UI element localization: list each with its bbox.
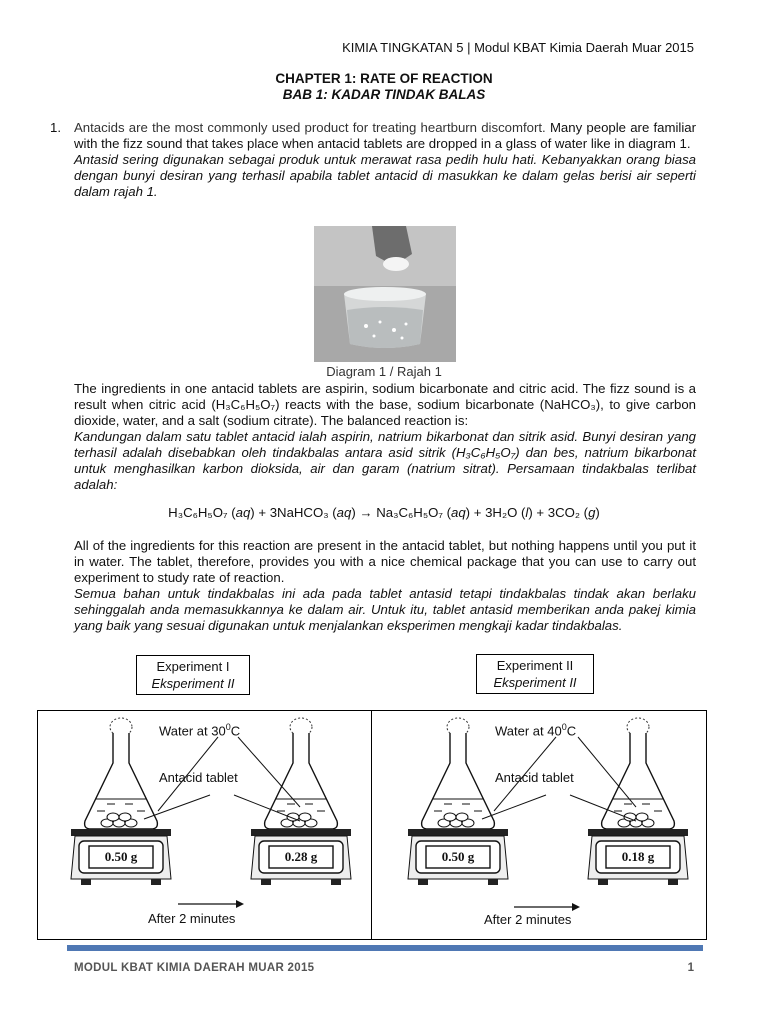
- paragraph-3: [74, 538, 696, 634]
- experiment-2-label: [476, 654, 594, 694]
- experiment-1-label: [136, 655, 250, 695]
- exp1-tablet-label: Antacid tablet: [159, 770, 238, 785]
- formula-citric-acid-ms: H₃C₆H₅O₇: [455, 445, 516, 460]
- eq-state-aq: aq: [451, 505, 466, 520]
- title-en: CHAPTER 1: RATE OF REACTION: [275, 71, 493, 86]
- experiment-frame: [37, 710, 707, 940]
- exp1-scale-before: 0.50 g: [104, 849, 138, 864]
- exp2-water-text: Water at 40: [495, 723, 562, 739]
- q1-en-part1: Antacids are the most commonly used product for treating heartburn discomfort.: [74, 120, 546, 135]
- exp1-water-label: [159, 722, 240, 738]
- balanced-equation: H₃C₆H₅O₇ (aq) + 3NaHCO₃ (aq) → Na₃C₆H₅O₇ (aq) + 3H₂O (l) + 3CO₂ (g): [168, 505, 600, 520]
- exp1-label-en: Experiment I: [156, 659, 230, 674]
- exp2-tablet-label: Antacid tablet: [495, 770, 574, 785]
- exp2-water-label: [495, 722, 576, 738]
- eq-co2: + 3CO₂: [536, 505, 581, 520]
- exp1-degree: 0: [225, 722, 231, 732]
- eq-bicarb: + 3NaHCO₃: [258, 505, 329, 520]
- diagram1-photo: [314, 226, 456, 362]
- exp1-tablet-pointer-a: [144, 795, 210, 819]
- exp1-label-ms: Eksperiment II: [151, 676, 235, 691]
- exp1-celsius: C: [230, 723, 241, 739]
- formula-citric-acid: H₃C₆H₅O₇: [215, 397, 276, 412]
- exp2-degree: 0: [561, 722, 567, 732]
- title-ms: BAB 1: KADAR TINDAK BALAS: [282, 87, 486, 102]
- exp2-label-en: Experiment II: [496, 658, 574, 673]
- page-header: KIMIA TINGKATAN 5 | Modul KBAT Kimia Daerah Muar 2015: [342, 40, 694, 55]
- exp1-water-text: Water at 30: [159, 723, 226, 739]
- q1-en-part2: Many people are familiar with the fizz sound that takes place when antacid tablets are dropped in a glass of water like in diagram 1.: [74, 120, 696, 151]
- question-number: 1.: [50, 120, 61, 135]
- question-1: [50, 120, 696, 200]
- exp2-scale-after: 0.18 g: [621, 849, 655, 864]
- eq-water: + 3H₂O: [473, 505, 518, 520]
- exp1-scale-after: 0.28 g: [284, 849, 318, 864]
- page-number: 1: [687, 962, 694, 974]
- paragraph-2: [74, 381, 696, 493]
- footer-bar: [67, 945, 703, 951]
- diagram1-caption: Diagram 1 / Rajah 1: [326, 364, 442, 379]
- tablet: [383, 257, 409, 271]
- p2-ms-a: Kandungan dalam satu tablet antacid ialah aspirin, natrium bikarbonat dan sitrik asid. Bunyi desiran yang terhasil adalah disebabkan oleh tindakbalas antara asid sitrik (: [74, 429, 696, 460]
- p2-en-b: ) reacts with the base, sodium bicarbonate (: [275, 397, 545, 412]
- eq-sodium-citrate: Na₃C₆H₅O₇: [376, 505, 443, 520]
- eq-state-l: l: [525, 505, 529, 520]
- exp1-after-label: After 2 minutes: [148, 911, 236, 926]
- p2-en-a: The ingredients in one antacid tablets are aspirin, sodium bicarbonate and citric acid. The fizz sound is a result when citric acid (: [74, 381, 696, 412]
- p3-ms: Semua bahan untuk tindakbalas ini ada pada tablet antasid tetapi tindakbalas tindak akan berlaku sehinggalah anda memasukkannya ke dalam air. Untuk itu, tablet antasid memberikan anda pakej kimia yang baik yang sesuai digunakan untuk menjalankan eksperimen mengkaji kadar tindakbalas.: [74, 586, 696, 633]
- eq-state-g: g: [588, 505, 596, 520]
- eq-citric: H₃C₆H₅O₇: [168, 505, 228, 520]
- eq-state-aq: aq: [336, 505, 352, 520]
- p2-ms-b: ) dan bes, natrium bikarbonat untuk menghasilkan karbon dioksida, air dan garam (natrium sitrat). Persamaan tindakbalas terlibat adalah:: [74, 445, 696, 492]
- eq-state-aq: aq: [235, 505, 251, 520]
- chapter-title: [0, 71, 768, 103]
- p2-en-c: ), to give carbon dioxide, water, and a salt (sodium citrate). The balanced reaction is:: [74, 397, 697, 428]
- formula-sodium-bicarbonate: NaHCO₃: [544, 397, 596, 412]
- eq-arrow: →: [359, 505, 373, 520]
- q1-ms: Antasid sering digunakan sebagai produk untuk merawat rasa pedih hulu hati. Kebanyakkan orang biasa dengan bunyi desiran yang terhasil apabila tablet antacid di masukkan ke dalam gelas berisi air seperti dalam rajah 1.: [74, 152, 696, 199]
- exp2-celsius: C: [566, 723, 577, 739]
- p3-en: All of the ingredients for this reaction are present in the antacid tablet, but nothing happens until you put it in water. The tablet, therefore, provides you with a nice chemical package that you can use to carry out experiment to study rate of reaction.: [74, 538, 696, 585]
- exp2-label-ms: Eksperiment II: [493, 675, 577, 690]
- exp2-scale-before: 0.50 g: [441, 849, 475, 864]
- exp2-tablet-pointer-a: [482, 795, 546, 819]
- footer-text: MODUL KBAT KIMIA DAERAH MUAR 2015: [74, 962, 315, 974]
- exp2-after-label: After 2 minutes: [484, 912, 572, 927]
